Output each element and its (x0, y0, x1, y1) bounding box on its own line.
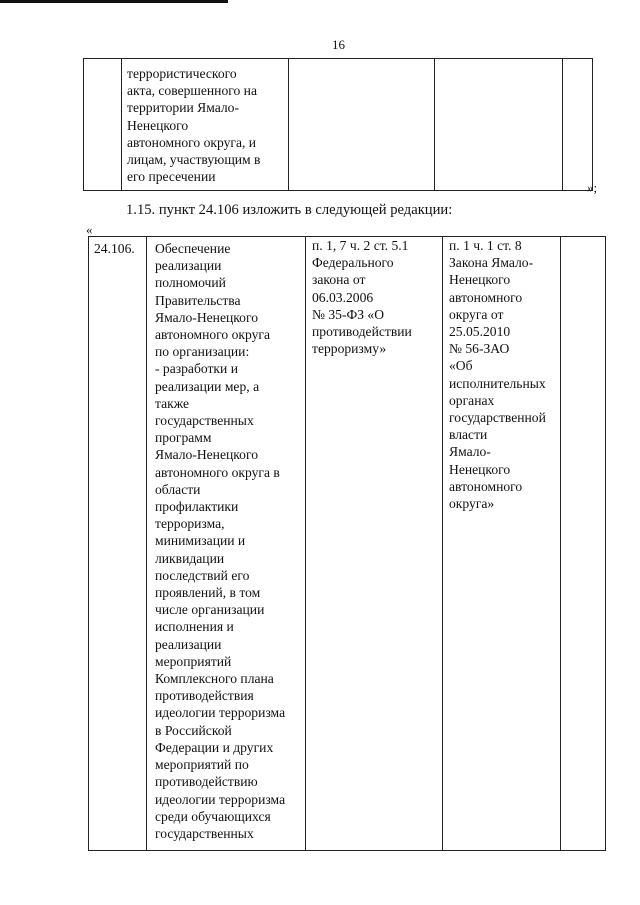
text-line: автономного (449, 478, 523, 494)
text-line: противодействию (155, 774, 258, 790)
text-line: в Российской (155, 722, 232, 738)
text-line: Ямало-Ненецкого (155, 309, 259, 325)
text-line: мероприятий по (155, 757, 249, 773)
text-line: Закона Ямало- (449, 255, 534, 271)
previous-table-continuation (83, 58, 593, 191)
table-row (84, 59, 593, 191)
text-line: проявлений, в том (155, 585, 261, 601)
text-line: Ненецкого (449, 461, 511, 477)
amendment-table (88, 236, 606, 851)
text-line: п. 1 ч. 1 ст. 8 (449, 238, 522, 253)
text-line: противодействии (312, 324, 412, 340)
text-line: государственных (155, 825, 254, 841)
text-line: Ямало- (449, 444, 491, 460)
text-line: исполнения и (155, 619, 234, 635)
federal-basis-cell (306, 237, 443, 851)
text-line: среди обучающихся (155, 808, 271, 824)
text-line: программ (155, 430, 212, 446)
closing-quote: »; (587, 180, 598, 195)
header-rule (0, 0, 228, 3)
text-line: органах (449, 392, 495, 408)
text-line: автономного округа, и (127, 134, 257, 150)
text-line: терроризма, (155, 516, 225, 532)
text-line: Федерации и других (155, 739, 274, 755)
description-text (155, 240, 305, 842)
text-line: Ненецкого (127, 117, 189, 133)
regional-basis-cell (443, 237, 561, 851)
text-line: реализации (155, 636, 222, 652)
text-line: терроризму» (312, 341, 387, 357)
text-line: закона от (312, 272, 366, 288)
text-line: государственной (449, 410, 546, 426)
text-line: числе организации (155, 602, 265, 618)
text-line: полномочий (155, 275, 226, 291)
text-line: его пресечении (127, 169, 216, 185)
table-row (89, 237, 606, 851)
note-cell (561, 237, 606, 851)
text-line: мероприятий (155, 653, 232, 669)
row-number: 24.106. (94, 241, 135, 256)
regional-basis-text (449, 237, 560, 512)
federal-basis-text (312, 237, 442, 357)
text-line: «Об (449, 358, 473, 374)
text-line: акта, совершенного на (127, 83, 257, 99)
text-line: Федерального (312, 255, 394, 271)
text-line: 06.03.2006 (312, 289, 374, 305)
description-text (127, 65, 288, 185)
text-line: № 35-ФЗ «О (312, 306, 385, 322)
description-cell (122, 59, 289, 191)
opening-quote: « (86, 222, 93, 237)
text-line: автономного округа в (155, 464, 280, 480)
number-cell (84, 59, 122, 191)
text-line: реализации (155, 258, 222, 274)
text-line: ликвидации (155, 550, 225, 566)
basis-cell (289, 59, 435, 191)
text-line: п. 1, 7 ч. 2 ст. 5.1 (312, 238, 409, 253)
row-number-cell (89, 237, 147, 851)
text-line: 25.05.2010 (449, 324, 511, 340)
text-line: - разработки и (155, 361, 238, 377)
text-line: минимизации и (155, 533, 246, 549)
text-line: автономного (449, 289, 523, 305)
text-line: Комплексного плана (155, 671, 274, 687)
text-line: идеологии терроризма (155, 791, 286, 807)
basis-cell (435, 59, 563, 191)
text-line: также (155, 395, 189, 411)
text-line: государственных (155, 413, 254, 429)
text-line: профилактики (155, 499, 239, 515)
text-line: Ненецкого (449, 272, 511, 288)
description-cell (147, 237, 306, 851)
text-line: по организации: (155, 344, 250, 360)
text-line: исполнительных (449, 375, 546, 391)
text-line: Ямало-Ненецкого (155, 447, 259, 463)
amendment-paragraph: 1.15. пункт 24.106 изложить в следующей редакции: (126, 202, 453, 218)
text-line: территории Ямало- (127, 100, 239, 116)
text-line: № 56-ЗАО (449, 341, 510, 357)
text-line: реализации мер, а (155, 378, 260, 394)
text-line: Обеспечение (155, 241, 231, 256)
text-line: лицам, участвующим в (127, 152, 261, 168)
text-line: Правительства (155, 292, 241, 308)
text-line: власти (449, 427, 488, 443)
text-line: последствий его (155, 567, 250, 583)
text-line: округа» (449, 496, 495, 512)
text-line: идеологии терроризма (155, 705, 286, 721)
text-line: террористического (127, 66, 237, 81)
text-line: области (155, 481, 201, 497)
page-number: 16 (332, 37, 345, 52)
note-cell (563, 59, 593, 191)
text-line: автономного округа (155, 327, 271, 343)
text-line: округа от (449, 306, 504, 322)
text-line: противодействия (155, 688, 254, 704)
